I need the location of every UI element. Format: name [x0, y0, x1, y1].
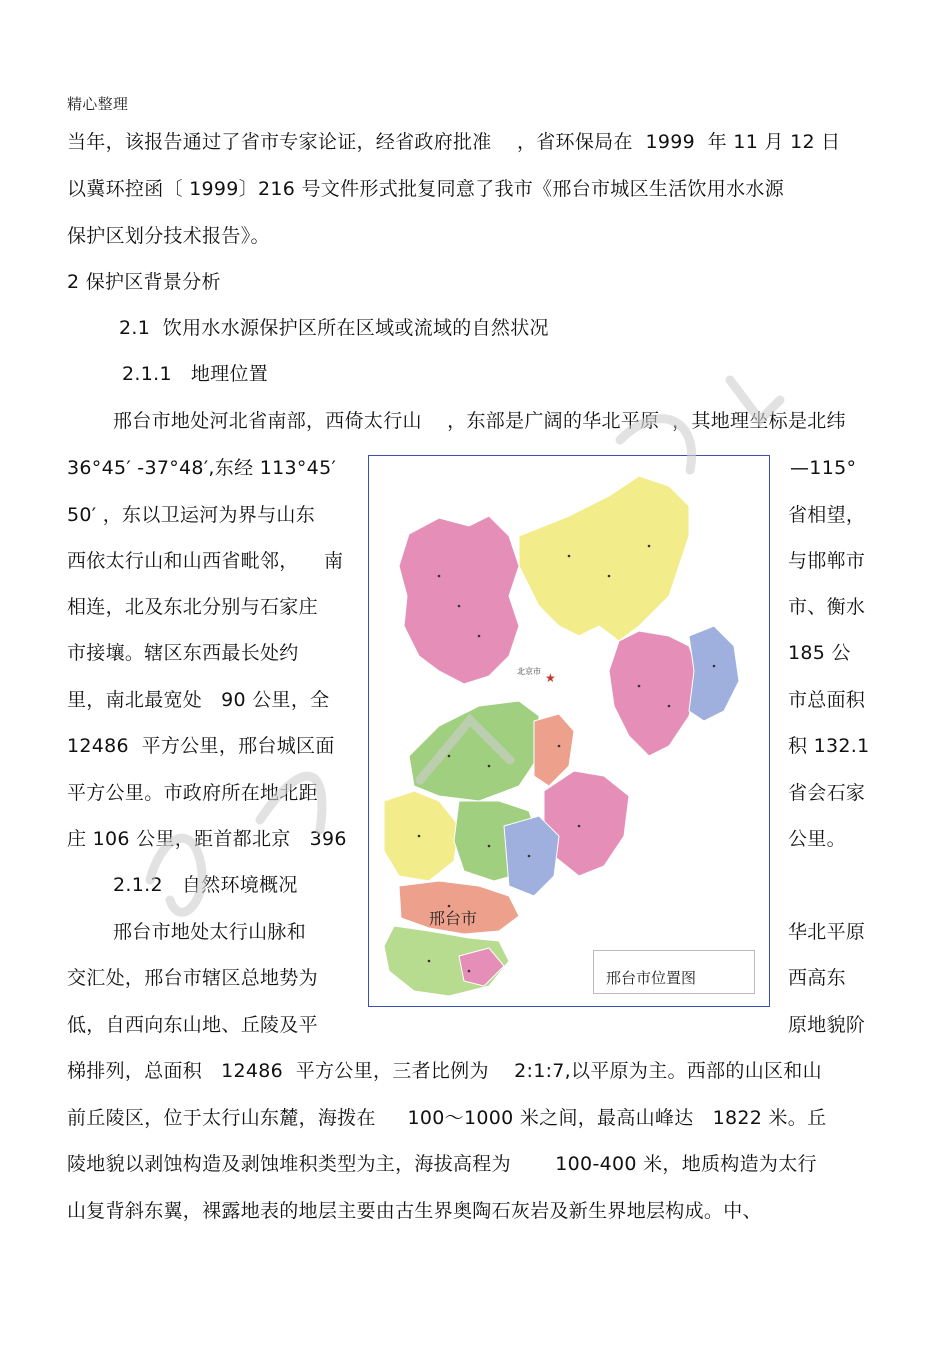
map-label-beijing: 北京市	[517, 667, 541, 676]
geo-right-line: 市总面积	[788, 689, 866, 711]
env-left-line: 交汇处，邢台市辖区总地势为	[67, 967, 318, 989]
env-left-line: 邢台市地处太行山脉和	[113, 921, 307, 943]
map-region-blue-south	[504, 816, 559, 896]
geo-left-line: 平方公里。市政府所在地北距	[67, 782, 318, 804]
map-region-chengde	[519, 476, 689, 641]
env-line: 山复背斜东翼，裸露地表的地层主要由古生界奥陶石灰岩及新生界地层构成。中、	[67, 1200, 762, 1222]
geo-left-line: 50′ ，东以卫运河为界与山东	[67, 504, 316, 526]
env-right-line: 西高东	[788, 967, 846, 989]
geo-left-line: 庄 106 公里，距首都北京 396	[67, 828, 347, 850]
map-caption-box	[593, 950, 755, 994]
geo-right-line: 与邯郸市	[788, 550, 866, 572]
geo-right-line: 省相望，	[788, 504, 866, 526]
map-region-cangzhou	[544, 771, 629, 876]
env-line: 梯排列，总面积 12486 平方公里，三者比例为 2:1:7,以平原为主。西部的山区和山	[67, 1060, 822, 1082]
geo-left-line: 12486 平方公里，邢台城区面	[67, 735, 335, 757]
geo-right-line: 省会石家	[788, 782, 866, 804]
geo-left-line: 36°45′ -37°48′,东经 113°45′	[67, 457, 337, 479]
map-region-zhangjiakou	[399, 516, 519, 684]
para1-line2: 以冀环控函〔 1999〕216 号文件形式批复同意了我市《邢台市城区生活饮用水水源	[67, 178, 784, 200]
map-region-qinhuangdao	[689, 626, 739, 721]
env-line: 前丘陵区，位于太行山东麓，海拨在 100～1000 米之间，最高山峰达 1822 米。丘	[67, 1107, 827, 1129]
geo-right-line: —115°	[790, 457, 857, 479]
map-caption: 邢台市位置图	[606, 969, 697, 987]
page-header: 精心整理	[67, 95, 129, 113]
env-right-line: 原地貌阶	[788, 1014, 866, 1036]
geo-right-line: 积 132.1	[788, 735, 870, 757]
beijing-star-icon: ★	[545, 671, 556, 685]
section-heading-2-1: 2.1 饮用水水源保护区所在区域或流域的自然状况	[119, 317, 549, 339]
geo-left-line: 里，南北最宽处 90 公里，全	[67, 689, 330, 711]
para1-line1: 当年，该报告通过了省市专家论证，经省政府批准 ，省环保局在 1999 年 11 月 12 日	[67, 131, 841, 153]
map-region-tangshan	[609, 631, 699, 756]
section-heading-2: 2 保护区背景分析	[67, 271, 221, 293]
section-heading-2-1-2: 2.1.2 自然环境概况	[113, 874, 298, 896]
section-heading-2-1-1: 2.1.1 地理位置	[122, 363, 269, 385]
map-label-xingtai: 邢台市	[429, 909, 478, 928]
geo-right-line: 公里。	[788, 828, 846, 850]
geo-right-line: 市、衡水	[788, 596, 866, 618]
env-left-line: 低，自西向东山地、丘陵及平	[67, 1014, 318, 1036]
geo-left-line: 市接壤。辖区东西最长处约	[67, 642, 299, 664]
map-region-baoding	[409, 701, 539, 801]
map-region-shijiazhuang	[384, 791, 459, 881]
para1-line3: 保护区划分技术报告》。	[67, 225, 270, 247]
location-map-figure	[368, 455, 770, 1007]
geo-left-line: 相连，北及东北分别与石家庄	[67, 596, 318, 618]
geo-line-1: 邢台市地处河北省南部，西倚太行山 ，东部是广阔的华北平原 ，其地理坐标是北纬	[113, 410, 846, 432]
env-right-line: 华北平原	[788, 921, 866, 943]
geo-left-line: 西依太行山和山西省毗邻， 南	[67, 550, 344, 572]
env-line: 陵地貌以剥蚀构造及剥蚀堆积类型为主，海拔高程为 100-400 米，地质构造为太行	[67, 1153, 817, 1175]
geo-right-line: 185 公	[788, 642, 851, 664]
